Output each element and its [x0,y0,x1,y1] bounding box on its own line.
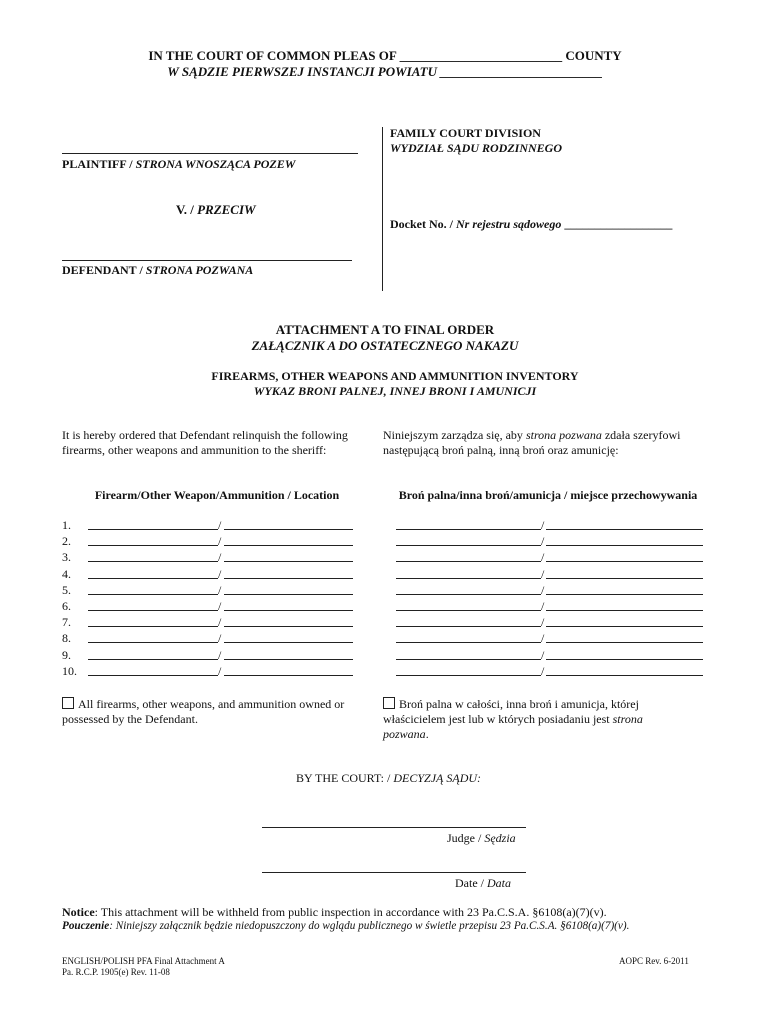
inventory-location-field-en[interactable] [224,615,353,627]
inventory-row-number: 1. [62,518,71,532]
inventory-location-field-en[interactable] [224,664,353,676]
inventory-location-field-en[interactable] [224,583,353,595]
inventory-header-pl: Broń palna/inna broń/amunicja / miejsce przechowywania [398,488,698,502]
inventory-row-number: 10. [62,663,77,678]
inventory-weapon-field-pl[interactable] [396,550,541,562]
inventory-separator-pl: / [541,663,545,678]
plaintiff-line[interactable] [62,153,358,154]
inventory-row-number: 2. [62,534,71,549]
inventory-separator-en: / [218,615,222,630]
inventory-separator-pl: / [541,599,545,613]
inventory-separator-pl: / [541,550,545,565]
defendant-label: DEFENDANT / STRONA POZWANA [62,263,254,277]
inventory-separator-en: / [218,534,222,549]
inventory-separator-en: / [218,663,222,678]
inventory-location-field-pl[interactable] [546,518,703,530]
inventory-weapon-field-en[interactable] [88,583,218,595]
inventory-weapon-field-pl[interactable] [396,567,541,579]
inventory-location-field-pl[interactable] [546,615,703,627]
inventory-separator-en: / [218,631,222,646]
inventory-location-field-en[interactable] [224,631,353,643]
date-line[interactable] [262,872,526,873]
footer-rule: Pa. R.C.P. 1905(e) Rev. 11-08 [62,967,170,977]
inventory-row-number: 3. [62,550,71,565]
inventory-weapon-field-en[interactable] [88,567,218,579]
title-pl: ZAŁĄCZNIK A DO OSTATECZNEGO NAKAZU [251,338,519,353]
footer-revision: AOPC Rev. 6-2011 [619,956,689,966]
all-weapons-checkbox-pl[interactable] [383,697,395,709]
inventory-location-field-pl[interactable] [546,550,703,562]
inventory-row-number: 7. [62,615,71,630]
docket-number-field[interactable]: Docket No. / Nr rejestru sądowego __________________ [390,217,673,231]
inventory-weapon-field-en[interactable] [88,615,218,627]
inventory-separator-en: / [218,647,222,662]
inventory-weapon-field-pl[interactable] [396,534,541,546]
inventory-separator-pl: / [541,582,545,597]
inventory-weapon-field-en[interactable] [88,631,218,643]
inventory-location-field-pl[interactable] [546,534,703,546]
inventory-location-field-en[interactable] [224,550,353,562]
inventory-weapon-field-en[interactable] [88,518,218,530]
notice-en: Notice: This attachment will be withheld from public inspection in accordance with 23 Pa.C.S.A. §6108(a)(7)(v). [62,905,607,919]
inventory-location-field-pl[interactable] [546,664,703,676]
subtitle-pl: WYKAZ BRONI PALNEJ, INNEJ BRONI I AMUNICJI [253,384,537,398]
date-label: Date / Data [455,876,511,890]
inventory-location-field-pl[interactable] [546,648,703,660]
court-header-en: IN THE COURT OF COMMON PLEAS OF _________________________ COUNTY [148,48,622,63]
all-weapons-checkbox[interactable] [62,697,74,709]
inventory-location-field-en[interactable] [224,534,353,546]
inventory-weapon-field-en[interactable] [88,550,218,562]
inventory-separator-pl: / [541,631,545,646]
inventory-location-field-en[interactable] [224,518,353,530]
inventory-weapon-field-pl[interactable] [396,583,541,595]
court-header-pl: W SĄDZIE PIERWSZEJ INSTANCJI POWIATU _________________________ [167,64,603,79]
inventory-location-field-en[interactable] [224,567,353,579]
versus-label: V. / PRZECIW [176,202,256,217]
division-pl: WYDZIAŁ SĄDU RODZINNEGO [390,141,563,155]
by-the-court: BY THE COURT: / DECYZJĄ SĄDU: [296,771,482,785]
inventory-header-en: Firearm/Other Weapon/Ammunition / Location [94,488,340,502]
inventory-separator-pl: / [541,518,545,532]
inventory-separator-pl: / [541,615,545,630]
division-en: FAMILY COURT DIVISION [390,126,541,140]
subtitle-en: FIREARMS, OTHER WEAPONS AND AMMUNITION INVENTORY [211,369,579,383]
inventory-row-number: 5. [62,582,71,597]
inventory-separator-en: / [218,566,222,581]
all-weapons-option-en[interactable]: All firearms, other weapons, and ammunition owned or possessed by the Defendant. [62,697,345,726]
inventory-separator-en: / [218,599,222,613]
inventory-row-number: 6. [62,599,71,613]
order-text-pl: Niniejszym zarządza się, aby strona pozwana zdała szeryfowi następującą broń palną, inną broń oraz amunicję: [383,428,681,457]
judge-label: Judge / Sędzia [447,831,516,845]
inventory-location-field-pl[interactable] [546,631,703,643]
inventory-separator-pl: / [541,566,545,581]
inventory-location-field-pl[interactable] [546,599,703,611]
inventory-weapon-field-pl[interactable] [396,599,541,611]
inventory-weapon-field-pl[interactable] [396,631,541,643]
inventory-row-number: 4. [62,566,71,581]
inventory-weapon-field-pl[interactable] [396,648,541,660]
inventory-weapon-field-pl[interactable] [396,518,541,530]
notice-pl: Pouczenie: Niniejszy załącznik będzie niedopuszczony do wglądu publicznego w świetle przepisu 23 Pa.C.S.A. §6108(a)(7)(v). [62,920,630,932]
inventory-location-field-en[interactable] [224,648,353,660]
inventory-row-number: 9. [62,647,71,662]
inventory-separator-en: / [218,582,222,597]
inventory-row-number: 8. [62,631,71,646]
inventory-weapon-field-en[interactable] [88,534,218,546]
inventory-weapon-field-en[interactable] [88,599,218,611]
footer-form-id: ENGLISH/POLISH PFA Final Attachment A [62,956,225,966]
inventory-separator-en: / [218,518,222,532]
all-weapons-option-pl[interactable]: Broń palna w całości, inna broń i amunicja, której właścicielem jest lub w których posiadaniu jest strona pozwana. [383,697,643,741]
inventory-weapon-field-pl[interactable] [396,664,541,676]
order-text-en: It is hereby ordered that Defendant relinquish the following firearms, other weapons and ammunition to the sheriff: [62,428,348,457]
caption-divider [382,127,383,291]
inventory-separator-en: / [218,550,222,565]
inventory-weapon-field-en[interactable] [88,648,218,660]
inventory-location-field-en[interactable] [224,599,353,611]
title-en: ATTACHMENT A TO FINAL ORDER [275,322,495,337]
inventory-separator-pl: / [541,647,545,662]
inventory-location-field-pl[interactable] [546,583,703,595]
inventory-separator-pl: / [541,534,545,549]
defendant-line[interactable] [62,260,352,261]
inventory-weapon-field-pl[interactable] [396,615,541,627]
inventory-weapon-field-en[interactable] [88,664,218,676]
judge-signature-line[interactable] [262,827,526,828]
inventory-location-field-pl[interactable] [546,567,703,579]
plaintiff-label: PLAINTIFF / STRONA WNOSZĄCA POZEW [62,157,296,171]
